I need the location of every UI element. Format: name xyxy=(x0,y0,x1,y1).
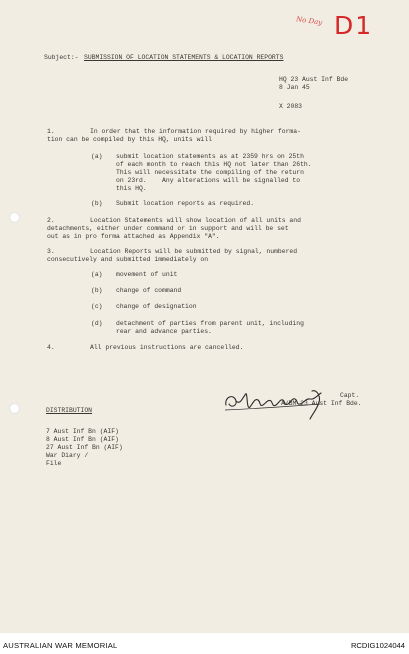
para1-a-line4: on 23rd. Any alterations will be signalled to xyxy=(116,177,301,184)
para1-b-label: (b) xyxy=(91,200,103,207)
para1-a-line5: this HQ. xyxy=(116,185,147,192)
para3-number: 3. xyxy=(47,248,55,255)
punch-hole-lower xyxy=(9,403,20,414)
distribution-recipient: War Diary / xyxy=(46,452,89,459)
para4-number: 4. xyxy=(47,344,55,351)
para3-line2: consecutively and submitted immediately on xyxy=(47,256,209,263)
para2-number: 2. xyxy=(47,217,55,224)
footer-record-id: RCDIG1024044 xyxy=(350,641,405,650)
para2-line1: Location Statements will show location of all units and xyxy=(90,217,301,224)
header-file-ref: X 2083 xyxy=(279,103,303,110)
handwritten-note: No Day xyxy=(295,15,323,27)
subject-label: Subject:- xyxy=(44,54,79,61)
archive-footer xyxy=(0,633,409,654)
para3-line1: Location Reports will be submitted by signal, numbered xyxy=(90,248,298,255)
distribution-recipient: 8 Aust Inf Bn (AIF) xyxy=(46,436,119,443)
header-unit: HQ 23 Aust Inf Bde xyxy=(279,76,349,83)
para3-item-text: change of designation xyxy=(116,303,197,310)
reference-badge: D1 xyxy=(334,11,374,40)
para1-a-line1: submit location statements as at 2359 hrs on 25th xyxy=(116,153,304,160)
para1-line1: In order that the information required by higher forma- xyxy=(90,128,301,135)
header-date: 8 Jan 45 xyxy=(279,84,310,91)
para1-a-line2: of each month to reach this HQ not later than 26th. xyxy=(116,161,312,168)
para1-number: 1. xyxy=(47,128,55,135)
para2-line3: out as in pro forma attached as Appendix "A". xyxy=(47,233,220,240)
distribution-title: DISTRIBUTION xyxy=(46,407,93,414)
para4-text: All previous instructions are cancelled. xyxy=(90,344,244,351)
para3-item-text: change of command xyxy=(116,287,182,294)
para1-line2: tion can be compiled by this HQ, units will xyxy=(47,136,212,143)
para3-item-label: (d) xyxy=(91,320,103,327)
para1-a-label: (a) xyxy=(91,153,103,160)
para3-item-label: (c) xyxy=(91,303,103,310)
para3-item-label: (b) xyxy=(91,287,103,294)
signature-appointment: A/BM 23 Aust Inf Bde. xyxy=(281,400,362,407)
subject-title: SUBMISSION OF LOCATION STATEMENTS & LOCATION REPORTS xyxy=(84,54,284,61)
para3-item-text: detachment of parties from parent unit, including xyxy=(116,320,304,327)
para2-line2: detachments, either under command or in support and will be set xyxy=(47,225,289,232)
distribution-recipient: File xyxy=(46,460,62,467)
para3-item-label: (a) xyxy=(91,271,103,278)
para3-item-text: movement of unit xyxy=(116,271,178,278)
distribution-recipient: 27 Aust Inf Bn (AIF) xyxy=(46,444,123,451)
distribution-recipient: 7 Aust Inf Bn (AIF) xyxy=(46,428,119,435)
footer-archive-name: AUSTRALIAN WAR MEMORIAL xyxy=(3,641,118,650)
para1-b-text: Submit location reports as required. xyxy=(116,200,255,207)
punch-hole-upper xyxy=(9,212,20,223)
para1-a-line3: This will necessitate the compiling of the return xyxy=(116,169,304,176)
para3-d-line2: rear and advance parties. xyxy=(116,328,212,335)
signature-rank: Capt. xyxy=(340,392,360,399)
